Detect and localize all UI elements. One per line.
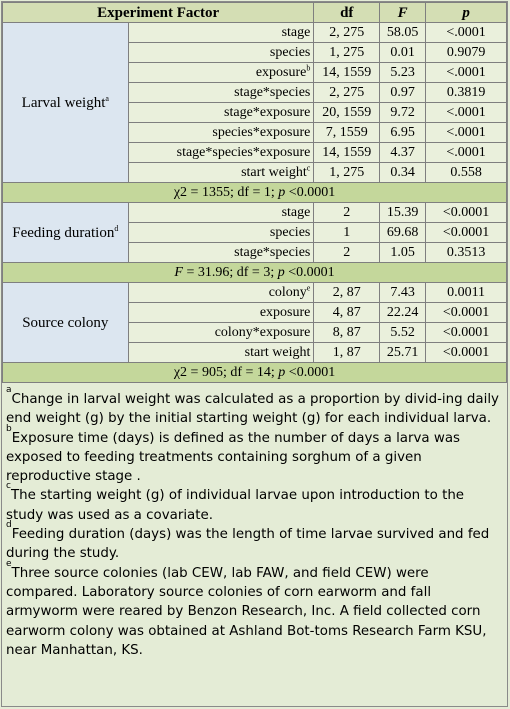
p-cell: 0.3819: [426, 83, 507, 103]
table-row: [3, 23, 507, 43]
p-cell: <.0001: [426, 103, 507, 123]
df-cell: 20, 1559: [314, 103, 380, 123]
factor-text: species*exposure: [212, 124, 311, 140]
footnote: [6, 481, 504, 525]
summary-p: 0.0001: [296, 364, 336, 380]
footnote: [6, 558, 504, 660]
footnote-mark: b: [6, 423, 12, 434]
df-cell: 2, 87: [314, 283, 380, 303]
summary-cell: χ2 = 905; df = 14; p <0.0001: [3, 363, 507, 383]
factor-mark: e: [306, 282, 311, 292]
p-cell: <0.0001: [426, 323, 507, 343]
factor-text: stage*exposure: [224, 104, 311, 120]
df-cell: 1, 275: [314, 43, 380, 63]
table-row: [3, 283, 507, 303]
p-cell: <.0001: [426, 143, 507, 163]
footnote: [6, 423, 504, 487]
group-label-mark: a: [105, 93, 109, 103]
factor-text: stage*species*exposure: [176, 144, 311, 160]
factor-text: exposure: [259, 304, 311, 320]
p-cell: <.0001: [426, 123, 507, 143]
df-cell: 2, 275: [314, 23, 380, 43]
factor-cell: [128, 223, 314, 243]
summary-row: [3, 263, 507, 283]
factor-cell: [128, 323, 314, 343]
df-cell: 14, 1559: [314, 143, 380, 163]
factor-text: species: [269, 224, 311, 240]
summary-df: 1: [263, 184, 271, 200]
factor-cell: [128, 123, 314, 143]
p-cell: <.0001: [426, 23, 507, 43]
factor-cell: [128, 303, 314, 323]
factor-cell: [128, 343, 314, 363]
anova-table: [2, 2, 507, 383]
factor-text: stage: [281, 204, 311, 220]
summary-value: 31.96: [197, 264, 230, 280]
group-label-mark: d: [114, 223, 119, 233]
group-label-text: Larval weight: [21, 94, 106, 111]
p-cell: <0.0001: [426, 303, 507, 323]
f-cell: 4.37: [380, 143, 426, 163]
df-cell: 1: [314, 223, 380, 243]
summary-value: 1355: [201, 184, 230, 200]
factor-cell: [128, 283, 314, 303]
summary-p: 0.0001: [296, 264, 335, 280]
f-cell: 15.39: [380, 203, 426, 223]
footnote-text: Exposure time (days) is defined as the number of days a larva was exposed to feeding treatments containing sorghum of a given reproductive stage .: [6, 430, 461, 485]
factor-text: colony: [268, 284, 307, 300]
summary-p: 0.0001: [296, 184, 336, 200]
factor-text: start weight: [241, 164, 307, 180]
p-cell: 0.3513: [426, 243, 507, 263]
df-cell: 8, 87: [314, 323, 380, 343]
group-label: [3, 203, 129, 263]
df-cell: 2: [314, 243, 380, 263]
summary-row: [3, 183, 507, 203]
footnote-mark: e: [6, 558, 12, 569]
f-cell: 69.68: [380, 223, 426, 243]
df-cell: 1, 87: [314, 343, 380, 363]
factor-text: colony*exposure: [214, 324, 311, 340]
summary-stat: χ2: [173, 364, 188, 380]
summary-p-symbol: p: [278, 184, 286, 200]
footnote-text: Three source colonies (lab CEW, lab FAW, and field CEW) were compared. Laboratory source colonies of corn earworm and fall armyworm were reared by Benzon Research, Inc. A field collected corn earworm colony was obtained at Ashland Bot-toms Research Farm KSU, near Manhattan, KS.: [6, 565, 487, 658]
table-body: [3, 23, 507, 383]
p-cell: 0.9079: [426, 43, 507, 63]
summary-cell: F = 31.96; df = 3; p <0.0001: [3, 263, 507, 283]
f-cell: 5.52: [380, 323, 426, 343]
factor-text: start weight: [244, 344, 311, 360]
df-cell: 14, 1559: [314, 63, 380, 83]
p-cell: <.0001: [426, 63, 507, 83]
footnote-mark: c: [6, 481, 11, 492]
group-label-text: Source colony: [22, 314, 109, 331]
f-cell: 7.43: [380, 283, 426, 303]
group-label: [3, 283, 129, 363]
footnote: [6, 520, 504, 564]
header-p: p: [426, 3, 507, 23]
footnotes: [6, 385, 504, 660]
summary-value: 905: [201, 364, 223, 380]
group-label-text: Feeding duration: [12, 224, 115, 241]
footnote-text: Feeding duration (days) was the length of time larvae survived and fed during the study.: [6, 527, 490, 562]
factor-text: exposure: [255, 64, 307, 80]
f-cell: 0.34: [380, 163, 426, 183]
footnote-mark: d: [6, 520, 12, 531]
summary-p-symbol: p: [278, 364, 286, 380]
f-cell: 5.23: [380, 63, 426, 83]
p-cell: <0.0001: [426, 343, 507, 363]
summary-df: 3: [263, 264, 271, 280]
table-row: [3, 203, 507, 223]
summary-row: [3, 363, 507, 383]
factor-text: species: [269, 44, 311, 60]
summary-stat: F: [174, 264, 183, 280]
f-cell: 9.72: [380, 103, 426, 123]
factor-cell: [128, 103, 314, 123]
footnote: [6, 385, 504, 429]
summary-p-symbol: p: [277, 264, 285, 280]
factor-text: stage*species: [234, 244, 311, 260]
group-label: [3, 23, 129, 183]
f-cell: 0.97: [380, 83, 426, 103]
df-cell: 1, 275: [314, 163, 380, 183]
factor-cell: [128, 203, 314, 223]
p-cell: <0.0001: [426, 223, 507, 243]
df-cell: 2, 275: [314, 83, 380, 103]
header-factor: Experiment Factor: [3, 3, 314, 23]
header-F: F: [380, 3, 426, 23]
f-cell: 58.05: [380, 23, 426, 43]
summary-df: 14: [256, 364, 271, 380]
factor-text: stage: [281, 24, 311, 40]
f-cell: 1.05: [380, 243, 426, 263]
factor-cell: [128, 163, 314, 183]
f-cell: 22.24: [380, 303, 426, 323]
summary-cell: χ2 = 1355; df = 1; p <0.0001: [3, 183, 507, 203]
summary-stat: χ2: [173, 184, 188, 200]
f-cell: 6.95: [380, 123, 426, 143]
factor-cell: [128, 83, 314, 103]
df-cell: 4, 87: [314, 303, 380, 323]
factor-cell: [128, 143, 314, 163]
factor-cell: [128, 243, 314, 263]
factor-mark: c: [306, 162, 311, 172]
df-cell: 7, 1559: [314, 123, 380, 143]
f-cell: 25.71: [380, 343, 426, 363]
header-row: [3, 3, 507, 23]
header-df: df: [314, 3, 380, 23]
factor-cell: [128, 23, 314, 43]
footnote-text: The starting weight (g) of individual larvae upon introduction to the study was used as a covariate.: [6, 488, 465, 523]
p-cell: 0.0011: [426, 283, 507, 303]
df-cell: 2: [314, 203, 380, 223]
factor-cell: [128, 63, 314, 83]
factor-cell: [128, 43, 314, 63]
factor-mark: b: [306, 62, 311, 72]
p-cell: 0.558: [426, 163, 507, 183]
factor-text: stage*species: [234, 84, 311, 100]
p-cell: <0.0001: [426, 203, 507, 223]
f-cell: 0.01: [380, 43, 426, 63]
footnote-mark: a: [6, 385, 12, 395]
footnote-text: Change in larval weight was calculated as a proportion by divid-ing daily end weight (g) by the initial starting weight (g) for each individual larva.: [6, 392, 499, 427]
